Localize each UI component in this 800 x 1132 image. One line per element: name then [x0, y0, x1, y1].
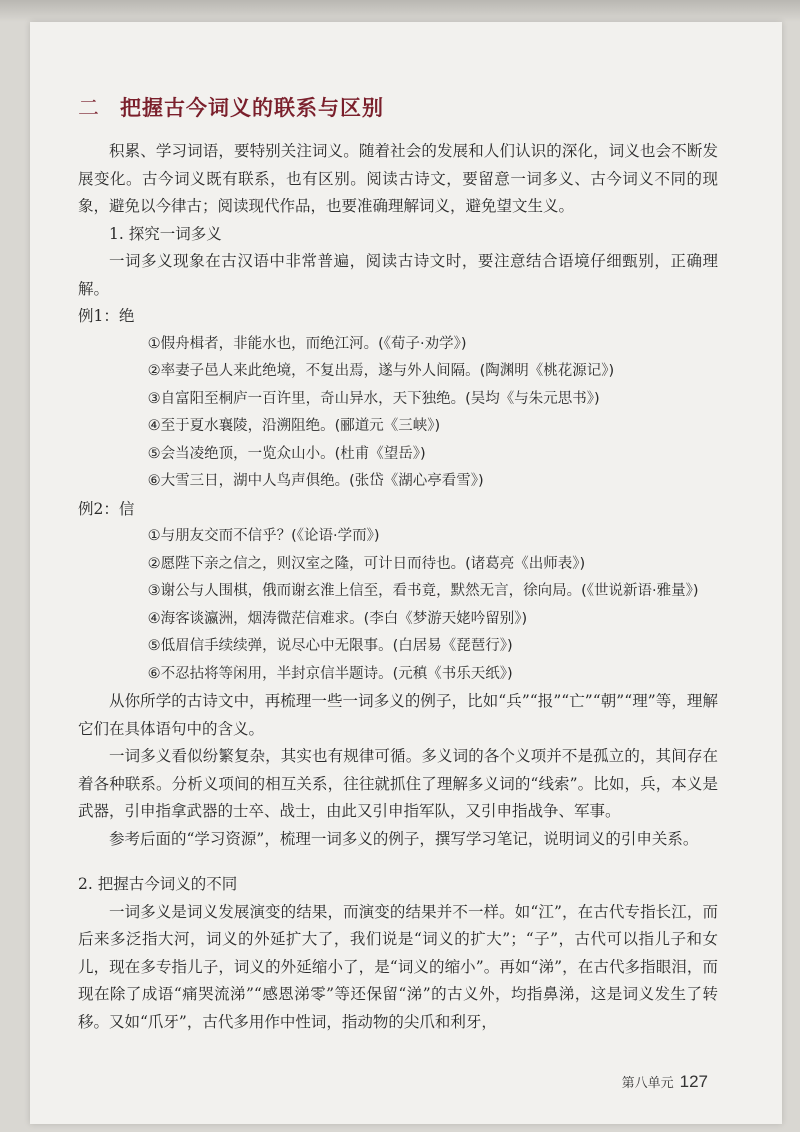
unit-label: 第八单元	[621, 1075, 674, 1090]
example2-item: ③谢公与人围棋，俄而谢玄淮上信至，看书竟，默然无言，徐向局。(《世说新语·雅量》)	[147, 583, 699, 599]
part1-paragraph: 一词多义现象在古汉语中非常普遍，阅读古诗文时，要注意结合语境仔细甄别，正确理解。	[78, 252, 718, 298]
section-number: 二	[78, 96, 100, 120]
example1-item: ①假舟楫者，非能水也，而绝江河。(《荀子·劝学》)	[147, 335, 467, 352]
example1-item: ⑤会当凌绝顶，一览众山小。(杜甫《望岳》)	[147, 445, 426, 462]
part1-paragraph-3: 一词多义看似纷繁复杂，其实也有规律可循。多义词的各个义项并不是孤立的，其间存在着各种联系。分析义项间的相互关系，往往就抓住了理解多义词的“线索”。比如，兵，本义是武器，引申指拿武器的士卒、战士，由此又引申指军队，又引申指战争、军事。	[78, 747, 718, 820]
section-title: 把握古今词义的联系与区别	[120, 95, 384, 120]
section-gap	[78, 853, 718, 871]
example1-item: ⑥大雪三日，湖中人鸟声俱绝。(张岱《湖心亭看雪》)	[147, 473, 484, 489]
part1-paragraph-4: 参考后面的“学习资源”，梳理一词多义的例子，撰写学习笔记，说明词义的引申关系。	[109, 829, 699, 848]
page-content	[78, 138, 718, 1036]
example2-item: ④海客谈瀛洲，烟涛微茫信难求。(李白《梦游天姥吟留别》)	[147, 610, 528, 627]
part2-paragraph: 一词多义是词义发展演变的结果，而演变的结果并不一样。如“江”，在古代专指长江，而后来多泛指大河，词义的外延扩大了，我们说是“词义的扩大”；“子”，古代可以指儿子和女儿，现在多专指儿子，词义的外延缩小了，是“词义的缩小”。再如“涕”，在古代多指眼泪，而现在除了成语“痛哭流涕”“感恩涕零”等还保留“涕”的古义外，均指鼻涕，这是词义发生了转移。又如“爪牙”，古代多用作中性词，指动物的尖爪和利牙，	[78, 902, 718, 1031]
example2-item: ⑤低眉信手续续弹，说尽心中无限事。(白居易《琵琶行》)	[147, 638, 513, 654]
example1-item: ②率妻子邑人来此绝境，不复出焉，遂与外人间隔。(陶渊明《桃花源记》)	[147, 363, 615, 379]
scan-top-shade	[0, 0, 800, 22]
example1-item: ④至于夏水襄陵，沿溯阻绝。(郦道元《三峡》)	[147, 418, 441, 434]
page-footer	[622, 1072, 708, 1092]
part1-title: 1. 探究一词多义	[109, 224, 222, 243]
example2-item: ②愿陛下亲之信之，则汉室之隆，可计日而待也。(诸葛亮《出师表》)	[147, 555, 586, 572]
part1-paragraph-2: 从你所学的古诗文中，再梳理一些一词多义的例子，比如“兵”“报”“亡”“朝”“理”等，理解它们在具体语句中的含义。	[78, 692, 718, 738]
example2-item: ①与朋友交而不信乎？(《论语·学而》)	[147, 528, 380, 544]
page-number: 127	[679, 1072, 708, 1091]
intro-paragraph: 积累、学习词语，要特别关注词义。随着社会的发展和人们认识的深化，词义也会不断发展变化。古今词义既有联系，也有区别。阅读古诗文，要留意一词多义、古今词义不同的现象，避免以今律古；阅读现代作品，也要准确理解词义，避免望文生义。	[78, 142, 718, 215]
example2-item: ⑥不忍拈将等闲用，半封京信半题诗。(元稹《书乐天纸》)	[147, 665, 513, 682]
example2-label: 例2：信	[78, 499, 135, 518]
part2-title: 2. 把握古今词义的不同	[78, 875, 238, 893]
example1-item: ③自富阳至桐庐一百许里，奇山异水，天下独绝。(吴均《与朱元思书》)	[147, 390, 600, 407]
example1-label: 例1：绝	[78, 307, 135, 325]
section-heading	[78, 92, 384, 122]
